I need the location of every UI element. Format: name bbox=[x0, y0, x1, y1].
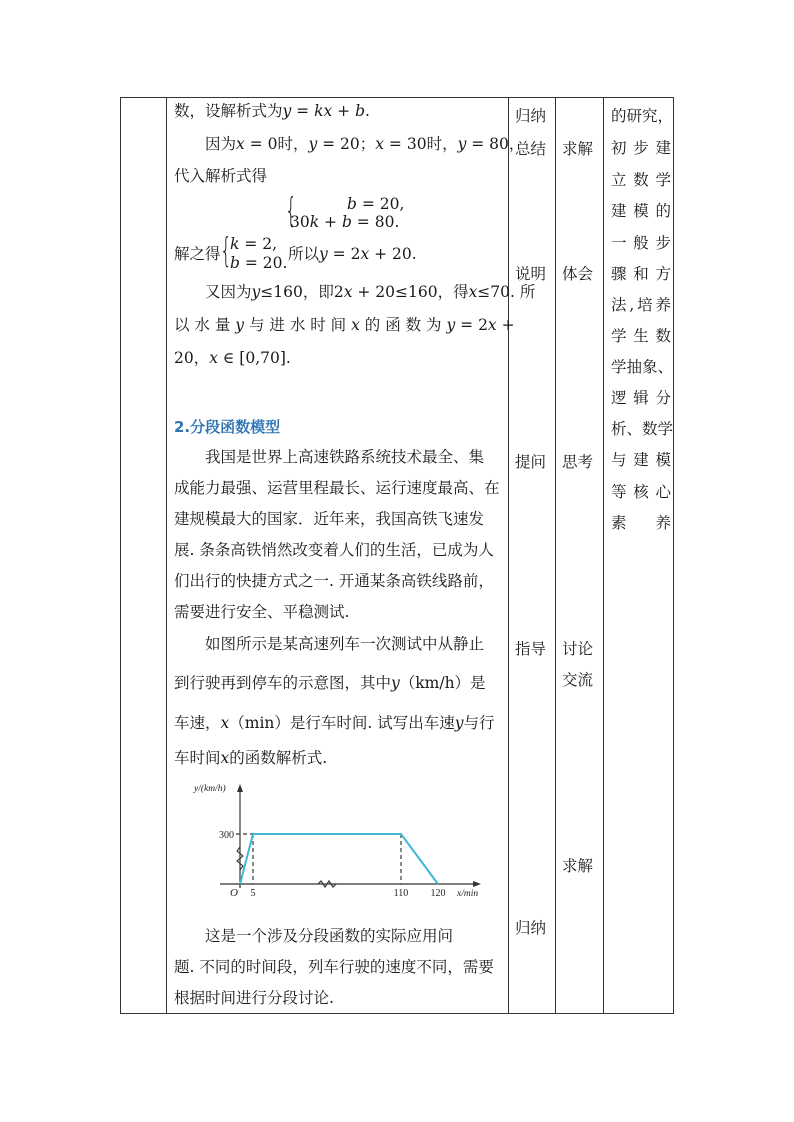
text-line: 到行驶再到停车的示意图，其中𝑦（km/h）是 bbox=[174, 674, 486, 692]
student-activity: 讨论 bbox=[562, 640, 594, 658]
text-line: 以 水 量 𝑦 与 进 水 时 间 𝑥 的 函 数 为 𝑦 = 2𝑥 + bbox=[174, 316, 515, 334]
text-line: 数，设解析式为𝑦 = 𝑘𝑥 + 𝑏. bbox=[174, 102, 370, 120]
x-axis-arrow bbox=[473, 881, 481, 887]
text-line: 建规模最大的国家．近年来，我国高铁飞速发 bbox=[174, 510, 485, 528]
table-border-left bbox=[120, 97, 121, 1014]
intent-line: 与建模 bbox=[611, 451, 671, 469]
intent-line: 法,培养 bbox=[611, 296, 671, 314]
x-axis-label: x/min bbox=[457, 889, 479, 899]
intent-line: 一般步 bbox=[611, 234, 671, 252]
speed-time-chart bbox=[190, 778, 500, 900]
intent-line: 学抽象、 bbox=[611, 358, 674, 376]
teacher-activity: 总结 bbox=[515, 140, 547, 158]
x-tick-label: 120 bbox=[430, 888, 446, 899]
table-border-top bbox=[120, 97, 674, 98]
table-divider bbox=[603, 97, 604, 1014]
table-divider bbox=[166, 97, 167, 1014]
brace: { bbox=[220, 231, 232, 271]
text-line: 成能力最强、运营里程最长、运行速度最高、在 bbox=[174, 479, 500, 497]
text-line: 这是一个涉及分段函数的实际应用问 bbox=[205, 927, 454, 945]
y-tick-label: 300 bbox=[219, 830, 234, 841]
text-line: 们出行的快捷方式之一. 开通某条高铁线路前， bbox=[174, 572, 494, 590]
x-tick-label: 110 bbox=[393, 888, 409, 899]
text-line: 需要进行安全、平稳测试. bbox=[174, 603, 350, 621]
text-line: 如图所示是某高速列车一次测试中从静止 bbox=[205, 635, 485, 653]
intent-line: 析、数学 bbox=[611, 420, 674, 438]
table-border-bottom bbox=[120, 1013, 674, 1014]
intent-line: 素养 bbox=[611, 514, 671, 532]
intent-line: 逻辑分 bbox=[611, 389, 671, 407]
teacher-activity: 归纳 bbox=[515, 107, 547, 125]
intent-line: 的研究， bbox=[611, 107, 674, 125]
teacher-activity: 归纳 bbox=[515, 919, 547, 937]
text-line: 我国是世界上高速铁路系统技术最全、集 bbox=[205, 448, 485, 466]
intent-line: 初步建 bbox=[611, 139, 671, 157]
equation-line: 𝑏 = 20. bbox=[230, 254, 288, 272]
table-border-right bbox=[673, 97, 674, 1014]
y-axis-label: y/(km/h) bbox=[194, 784, 226, 794]
text-line: 20，𝑥 ∈ [0,70]. bbox=[174, 349, 291, 367]
intent-line: 建模的 bbox=[611, 202, 671, 220]
origin-label: O bbox=[230, 887, 238, 899]
equation-line: 30𝑘 + 𝑏 = 80. bbox=[290, 213, 400, 231]
student-activity: 体会 bbox=[562, 265, 594, 283]
teacher-activity: 指导 bbox=[515, 640, 547, 658]
student-activity: 思考 bbox=[562, 453, 594, 471]
text-line: 又因为𝑦≤160，即2𝑥 + 20≤160，得𝑥≤70. 所 bbox=[205, 283, 536, 301]
student-activity: 求解 bbox=[562, 140, 594, 158]
equation-line: 𝑘 = 2, bbox=[230, 235, 278, 253]
x-tick-label: 5 bbox=[250, 888, 256, 899]
intent-line: 骤和方 bbox=[611, 265, 671, 283]
table-divider bbox=[508, 97, 509, 1014]
student-activity: 求解 bbox=[562, 857, 594, 875]
text-line: 因为𝑥 = 0时，𝑦 = 20；𝑥 = 30时，𝑦 = 80， bbox=[205, 135, 525, 153]
y-axis-arrow bbox=[237, 784, 243, 792]
intent-line: 立数学 bbox=[611, 171, 671, 189]
intent-line: 学生数 bbox=[611, 327, 671, 345]
teacher-activity: 提问 bbox=[515, 453, 547, 471]
text-line: 代入解析式得 bbox=[174, 167, 268, 185]
section-heading: 2.分段函数模型 bbox=[174, 418, 281, 436]
text-line: 车速，𝑥（min）是行车时间. 试写出车速𝑦与行 bbox=[174, 714, 495, 732]
intent-line: 等核心 bbox=[611, 483, 671, 501]
text-line: 题. 不同的时间段，列车行驶的速度不同，需要 bbox=[174, 958, 494, 976]
student-activity: 交流 bbox=[562, 671, 594, 689]
text-line: 解之得 bbox=[174, 245, 221, 263]
equation-line: 𝑏 = 20, bbox=[347, 195, 405, 213]
text-line: 所以𝑦 = 2𝑥 + 20. bbox=[288, 245, 417, 263]
speed-series-line bbox=[240, 834, 438, 884]
text-line: 车时间𝑥的函数解析式. bbox=[174, 749, 328, 767]
text-line: 展. 条条高铁悄然改变着人们的生活，已成为人 bbox=[174, 541, 494, 559]
table-divider bbox=[555, 97, 556, 1014]
text-line: 根据时间进行分段讨论. bbox=[174, 989, 334, 1007]
teacher-activity: 说明 bbox=[515, 265, 547, 283]
brace: { bbox=[285, 191, 297, 231]
